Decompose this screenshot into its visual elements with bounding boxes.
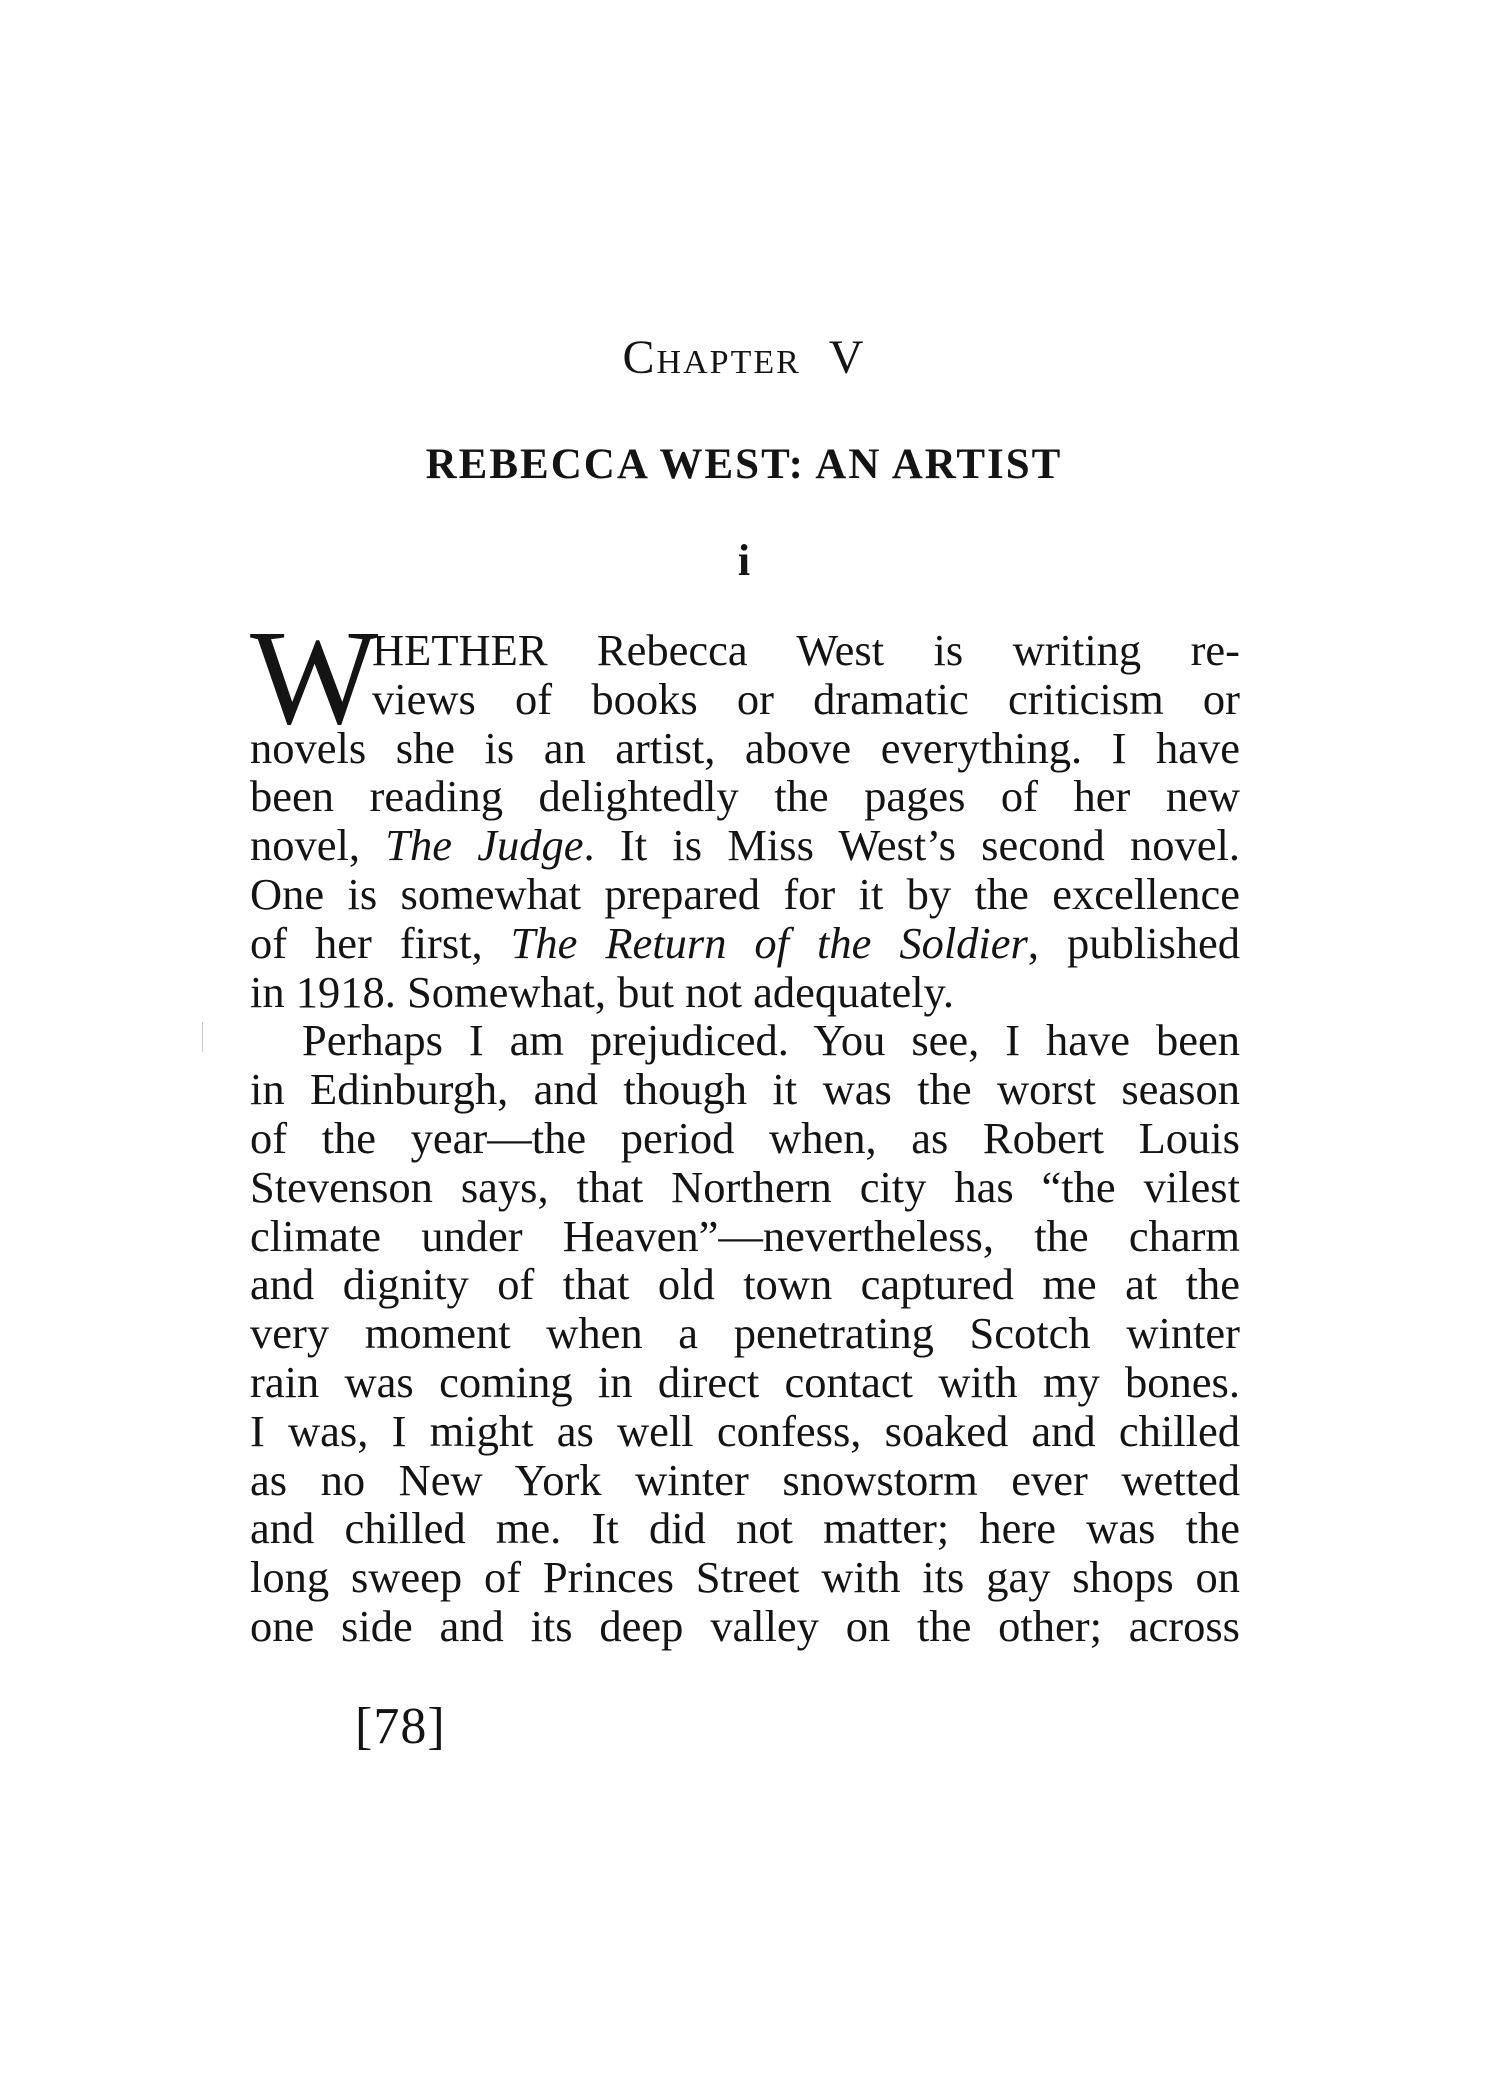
text-line: in 1918. Somewhat, but not adequately. (250, 966, 955, 1017)
drop-cap: W (250, 626, 379, 736)
text-line: One is somewhat prepared for it by the excellence (250, 868, 1240, 919)
text-line: long sweep of Princes Street with its gay shops on (250, 1552, 1240, 1603)
text-line: of the year—the period when, as Robert Louis (250, 1112, 1240, 1163)
text-line: and chilled me. It did not matter; here was the (250, 1503, 1240, 1554)
text-line (250, 919, 1240, 968)
chapter-label: Chapter (622, 331, 801, 384)
text-line: rain was coming in direct contact with my bones. (250, 1356, 1240, 1407)
text-line: very moment when a penetrating Scotch winter (250, 1308, 1240, 1359)
text-line: one side and its deep valley on the other; across (250, 1600, 1240, 1651)
text-line: in Edinburgh, and though it was the worst season (250, 1064, 1240, 1115)
text-line: I was, I might as well confess, soaked and chilled (250, 1405, 1240, 1456)
book-title-the-judge: The Judge (385, 820, 584, 871)
text-line: HETHER Rebecca West is writing re- (372, 625, 1240, 675)
text-line (250, 821, 1240, 870)
text-line: Perhaps I am prejudiced. You see, I have been (302, 1015, 1240, 1066)
text-line: and dignity of that old town captured me at the (250, 1259, 1240, 1310)
text-line: novels she is an artist, above everything. I have (250, 722, 1240, 773)
chapter-number: V (828, 331, 866, 384)
text-line: views of books or dramatic criticism or (372, 673, 1240, 724)
text-run: , published (1027, 917, 1241, 968)
chapter-title: REBECCA WEST: AN ARTIST (425, 441, 1063, 488)
section-marker: i (737, 536, 751, 585)
body-text (250, 626, 1240, 1651)
text-run: novel, (250, 820, 386, 871)
text-line: climate under Heaven”—nevertheless, the charm (250, 1210, 1240, 1261)
text-line: been reading delightedly the pages of her new (250, 771, 1240, 822)
margin-mark (202, 1022, 203, 1052)
text-run: of her first, (250, 917, 511, 968)
text-line: Stevenson says, that Northern city has “the vilest (250, 1161, 1240, 1212)
page-number: [78] (355, 1698, 446, 1755)
book-title-return-of-the-soldier: The Return of the Soldier (510, 917, 1028, 968)
chapter-heading (0, 330, 1488, 385)
text-run: . It is Miss West’s second novel. (583, 820, 1240, 871)
text-line: as no New York winter snowstorm ever wetted (250, 1454, 1240, 1505)
